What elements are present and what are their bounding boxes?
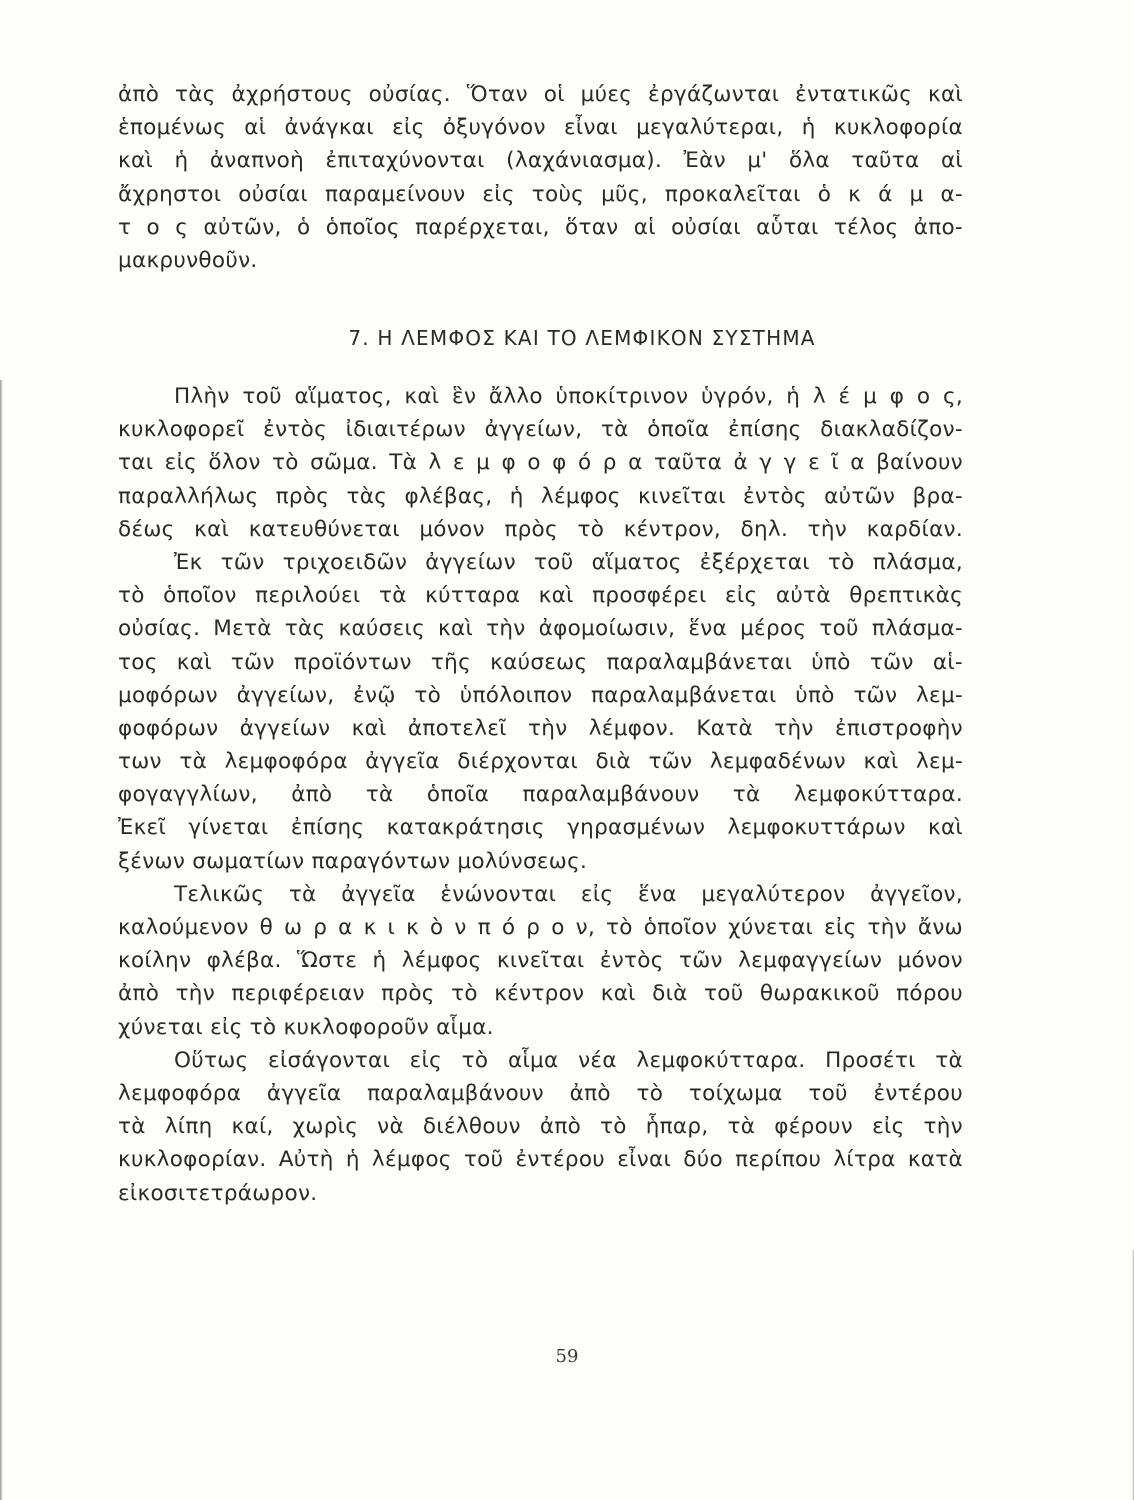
text-line: τ ο ς αὐτῶν, ὁ ὁποῖος παρέρχεται, ὅταν αἱ οὐσίαι αὗται τέλος ἀπο-	[118, 214, 963, 240]
section-heading-text: 7. Η ΛΕΜΦΟΣ ΚΑΙ ΤΟ ΛΕΜΦΙΚΟΝ ΣΥΣΤΗΜΑ	[348, 326, 816, 350]
text-line: ἀπὸ τὴν περιφέρειαν πρὸς τὸ κέντρον καὶ διὰ τοῦ θωρακικοῦ πόρου	[118, 981, 963, 1007]
text-line: των τὰ λεμφοφόρα ἀγγεῖα διέρχονται διὰ τῶν λεμφαδένων καὶ λεμ-	[118, 749, 963, 775]
text-line: Ἐκ τῶν τριχοειδῶν ἀγγείων τοῦ αἵματος ἐξέρχεται τὸ πλάσμα,	[174, 549, 963, 575]
text-line: παραλλήλως πρὸς τὰς φλέβας, ἡ λέμφος κινεῖται ἐντὸς αὐτῶν βρα-	[118, 483, 963, 509]
top-paragraph	[118, 78, 963, 277]
text-line: τὰ λίπη καί, χωρὶς νὰ διέλθουν ἀπὸ τὸ ἧπαρ, τὰ φέρουν εἰς τὴν	[118, 1114, 963, 1140]
text-line: Ἐκεῖ γίνεται ἐπίσης κατακράτησις γηρασμένων λεμφοκυττάρων καὶ	[118, 815, 963, 841]
text-line: δέως καὶ κατευθύνεται μόνον πρὸς τὸ κέντρον, δηλ. τὴν καρδίαν.	[118, 516, 963, 542]
text-line: κυκλοφορεῖ ἐντὸς ἰδιαιτέρων ἀγγείων, τὰ ὁποῖα ἐπίσης διακλαδίζον-	[118, 417, 963, 443]
text-line: καλούμενον θ ω ρ α κ ι κ ὸ ν π ό ρ ο ν, τὸ ὁποῖον χύνεται εἰς τὴν ἄνω	[118, 915, 963, 940]
text-line: κυκλοφορίαν. Αὐτὴ ἡ λέμφος τοῦ ἐντέρου εἶναι δύο περίπου λίτρα κατὰ	[118, 1147, 963, 1173]
text-line: τος καὶ τῶν προϊόντων τῆς καύσεως παραλαμβάνεται ὑπὸ τῶν αἱ-	[118, 649, 963, 675]
text-line: ξένων σωματίων παραγόντων μολύνσεως.	[118, 848, 588, 874]
page-number: 59	[555, 1346, 579, 1367]
text-line: μοφόρων ἀγγείων, ἐνῷ τὸ ὑπόλοιπον παραλαμβάνεται ὑπὸ τῶν λεμ-	[118, 682, 963, 708]
text-line: μακρυνθοῦν.	[118, 247, 258, 273]
text-line: Οὕτως εἰσάγονται εἰς τὸ αἷμα νέα λεμφοκύτταρα. Προσέτι τὰ	[174, 1047, 963, 1073]
text-line: οὐσίας. Μετὰ τὰς καύσεις καὶ τὴν ἀφομοίωσιν, ἕνα μέρος τοῦ πλάσμα-	[118, 616, 963, 642]
text-line: φοφόρων ἀγγείων καὶ ἀποτελεῖ τὴν λέμφον. Κατὰ τὴν ἐπιστροφὴν	[118, 715, 963, 741]
text-line: καὶ ἡ ἀναπνοὴ ἐπιταχύνονται (λαχάνιασμα). Ἐὰν μ' ὅλα ταῦτα αἱ	[118, 148, 963, 174]
text-line: ἑπομένως αἱ ἀνάγκαι εἰς ὀξυγόνον εἶναι μεγαλύτεραι, ἡ κυκλοφορία	[118, 115, 963, 141]
text-line: Πλὴν τοῦ αἵματος, καὶ ἓν ἄλλο ὑποκίτρινον ὑγρόν, ἡ λ έ μ φ ο ς,	[174, 384, 963, 409]
text-line: κοίλην φλέβα. Ὥστε ἡ λέμφος κινεῖται ἐντὸς τῶν λεμφαγγείων μόνον	[118, 948, 963, 974]
text-line: λεμφοφόρα ἀγγεῖα παραλαμβάνουν ἀπὸ τὸ τοίχωμα τοῦ ἐντέρου	[118, 1080, 963, 1106]
text-line: εἰκοσιτετράωρον.	[118, 1180, 318, 1206]
text-line: ἄχρηστοι οὐσίαι παραμείνουν εἰς τοὺς μῦς, προκαλεῖται ὁ κ ά μ α-	[118, 181, 963, 207]
section-heading	[0, 318, 1134, 358]
text-line: Τελικῶς τὰ ἀγγεῖα ἑνώνονται εἰς ἕνα μεγαλύτερον ἀγγεῖον,	[174, 881, 963, 907]
text-line: φογαγγλίων, ἀπὸ τὰ ὁποῖα παραλαμβάνουν τὰ λεμφοκύτταρα.	[118, 782, 963, 808]
text-line: χύνεται εἰς τὸ κυκλοφοροῦν αἷμα.	[118, 1014, 494, 1040]
text-line: τὸ ὁποῖον περιλούει τὰ κύτταρα καὶ προσφέρει εἰς αὐτὰ θρεπτικὰς	[118, 583, 963, 609]
scan-shadow-left	[0, 380, 3, 1500]
section-body	[118, 380, 963, 1210]
text-line: ται εἰς ὅλον τὸ σῶμα. Τὰ λ ε μ φ ο φ ό ρ α ταῦτα ἀ γ γ ε ῖ α βαίνουν	[118, 450, 963, 476]
text-line: ἀπὸ τὰς ἀχρήστους οὐσίας. Ὅταν οἱ μύες ἐργάζωνται ἐντατικῶς καὶ	[118, 82, 963, 107]
